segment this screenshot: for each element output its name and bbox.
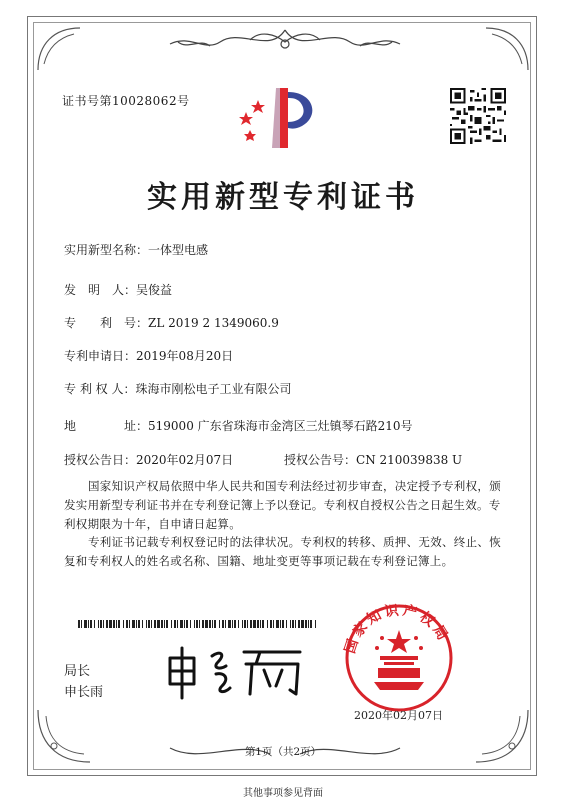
body-paragraph-2: 专利证书记载专利权登记时的法律状况。专利权的转移、质押、无效、终止、恢复和专利权人的姓名或名称、国籍、地址变更等事项记载在专利登记簿上。 [64,535,501,568]
field-address [64,417,413,434]
field-utility-model-name [64,241,208,258]
barcode-strip [78,620,318,628]
grant-no-value: CN 210039838 U [356,453,463,467]
utility-model-name-value: 一体型电感 [148,243,209,257]
director-name: 申长雨 [64,685,104,700]
field-patentee [64,380,291,397]
corner-ornament-tl [34,24,84,74]
address-value: 519000 广东省珠海市金湾区三灶镇琴石路210号 [148,419,413,433]
inventor-value: 吴俊益 [136,283,173,297]
cnipa-logo [236,82,322,154]
top-ornament [150,24,420,58]
utility-model-name-label: 实用新型名称： [64,243,149,257]
qr-code [450,88,506,144]
footer-note: 其他事项参见背面 [243,788,323,799]
grant-date-label: 授权公告日： [64,453,137,467]
certificate-number: 证书号第10028062号 [62,94,190,108]
field-filing-date [64,347,233,364]
page-number: 第1页（共2页） [244,746,322,758]
inventor-label: 发 明 人： [64,283,137,297]
seal-date: 2020年02月07日 [354,709,443,722]
field-patent-no [64,314,279,331]
field-grant-no [284,451,462,468]
handwritten-signature [160,644,310,700]
corner-ornament-tr [482,24,532,74]
body-paragraph-1: 国家知识产权局依照中华人民共和国专利法经过初步审查，决定授予专利权，颁发实用新型专利证书并在专利登记簿上予以登记。专利权自授权公告之日起生效。专利权期限为十年，自申请日起算。 [64,479,501,531]
patentee-label: 专 利 权 人： [64,382,136,396]
patent-no-label: 专 利 号： [64,316,149,330]
field-grant-date [64,451,233,468]
field-inventor [64,281,172,298]
svg-text:国家知识产权局: 国家知识产权局 [342,602,452,656]
certificate-title: 实用新型专利证书 [147,180,419,215]
director-title: 局长 [64,664,91,679]
filing-date-label: 专利申请日： [64,349,137,363]
address-label: 地 址： [64,419,149,433]
grant-date-value: 2020年02月07日 [136,453,234,467]
patentee-value: 珠海市刚松电子工业有限公司 [135,382,292,396]
filing-date-value: 2019年08月20日 [136,349,234,363]
grant-no-label: 授权公告号： [284,453,357,467]
official-seal [334,596,464,716]
patent-no-value: ZL 2019 2 1349060.9 [148,316,279,330]
